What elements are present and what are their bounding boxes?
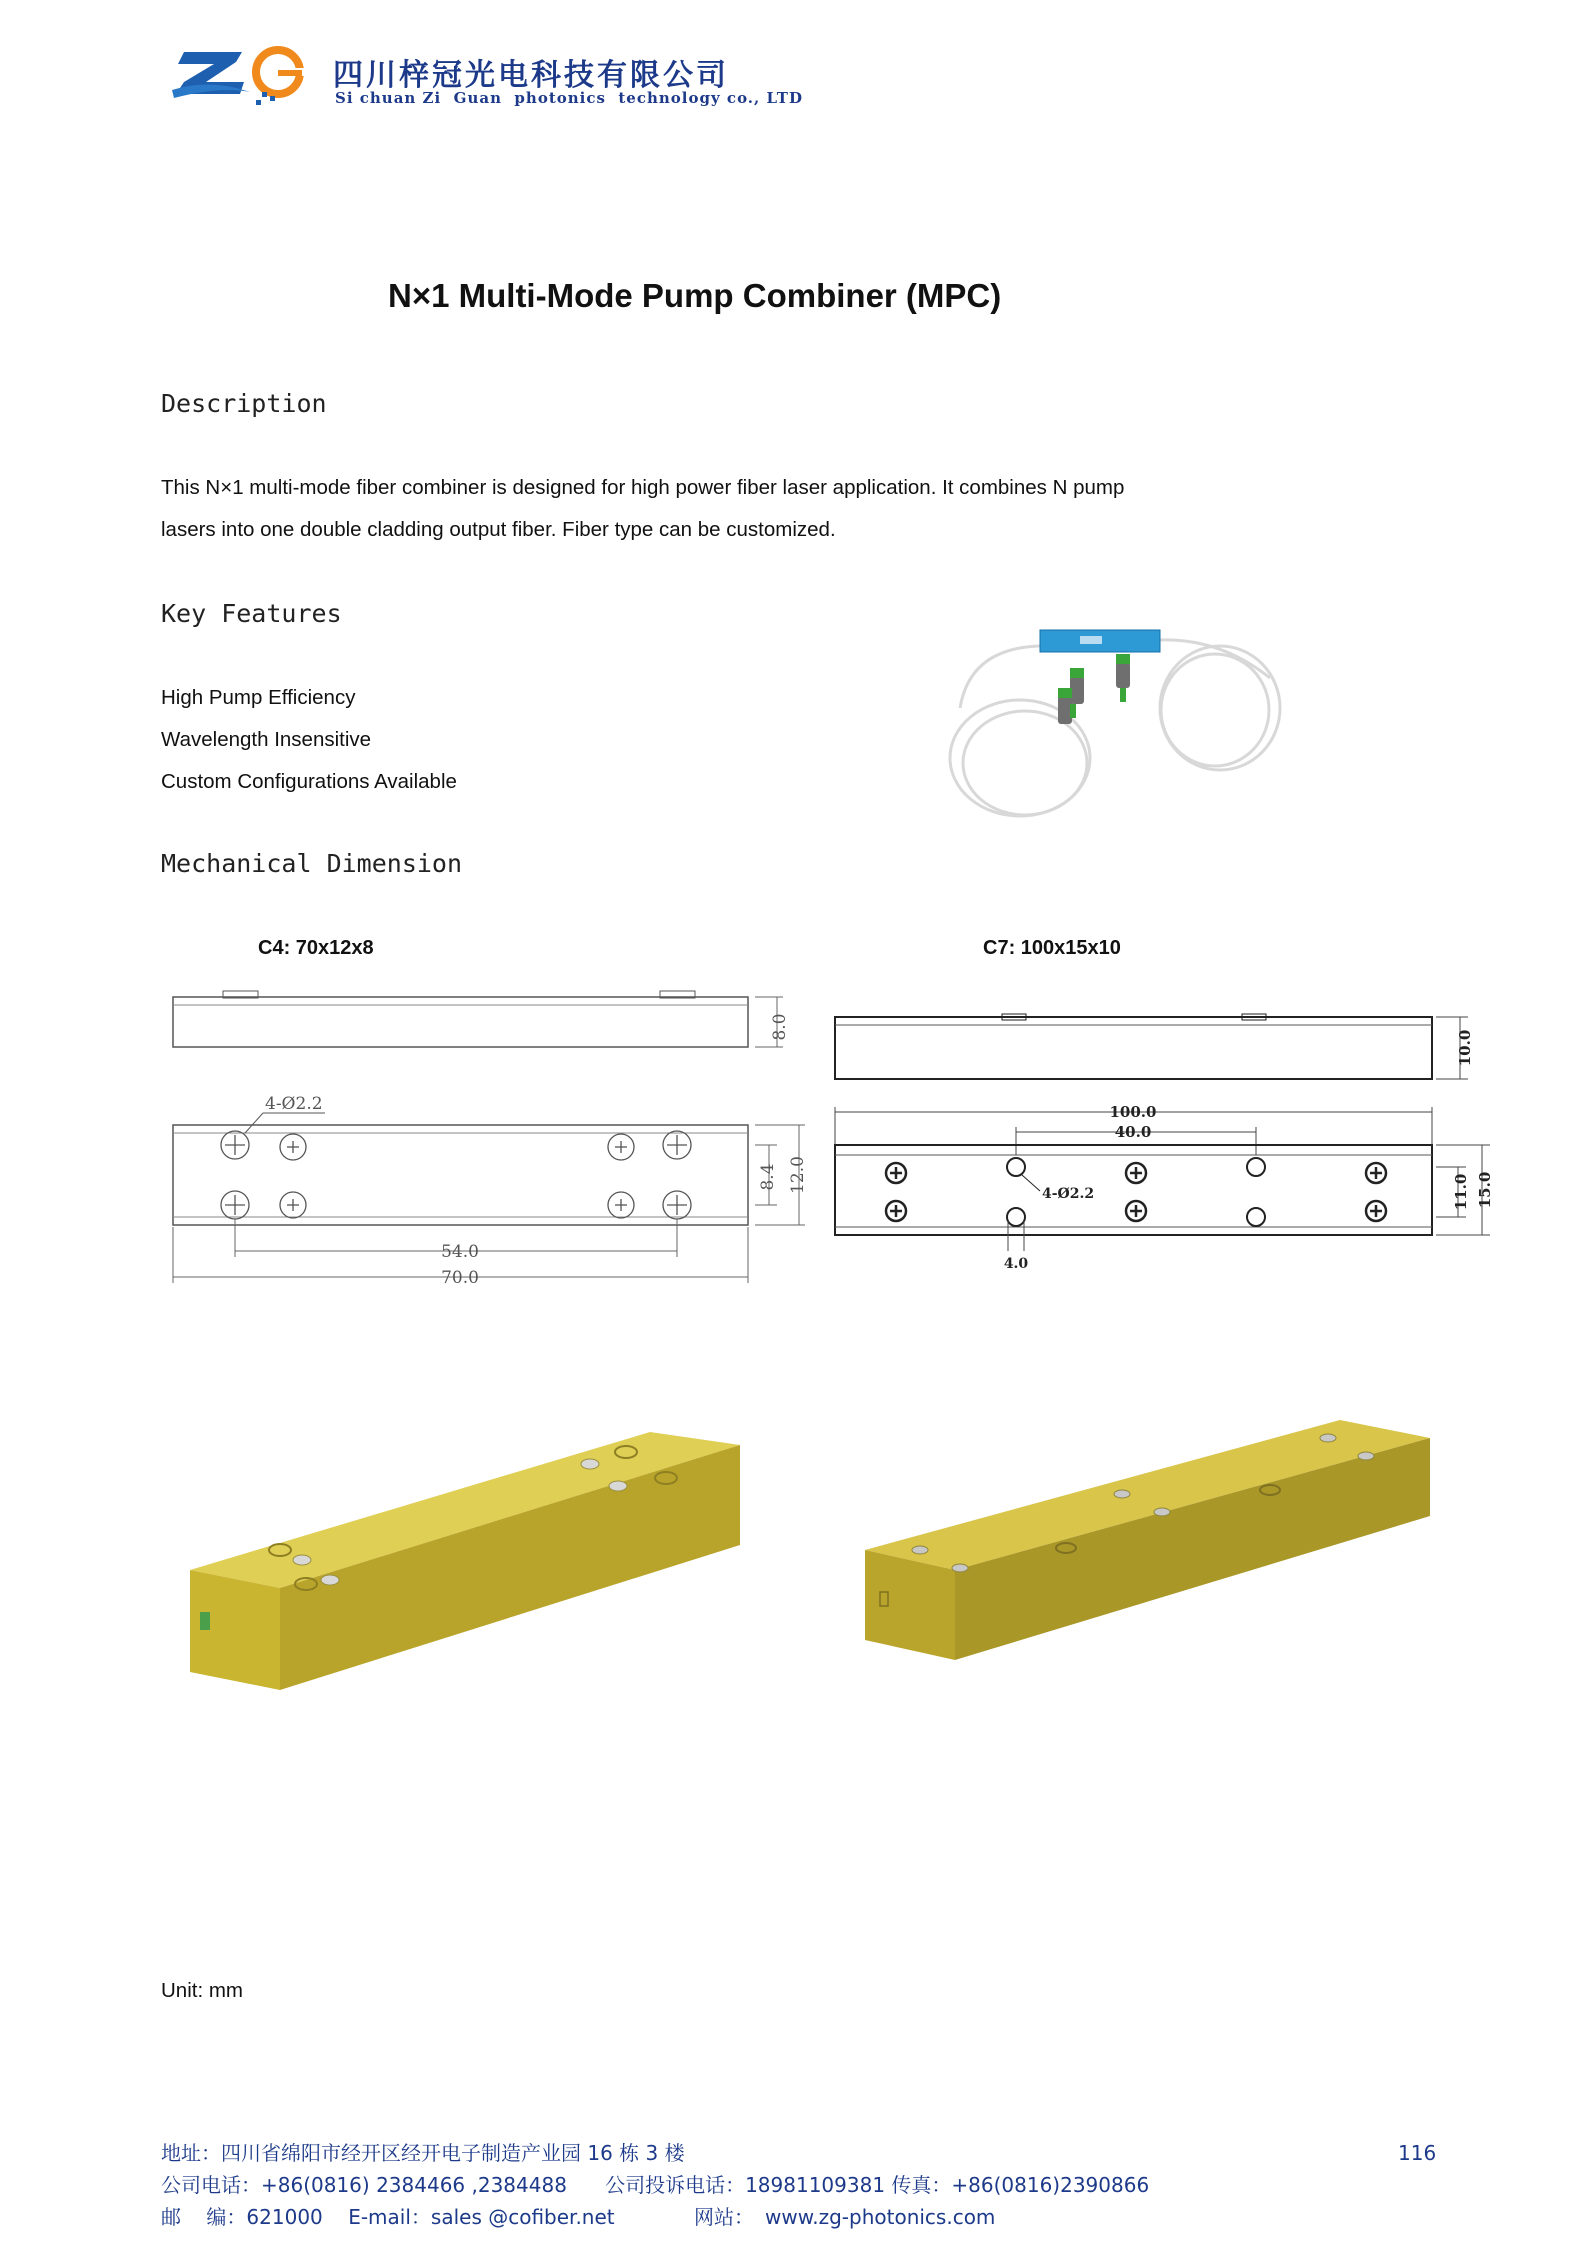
product-photo (930, 618, 1300, 828)
c4-width-label: 12.0 (788, 1156, 808, 1194)
unit-note: Unit: mm (161, 1979, 243, 2002)
feature-item: Custom Configurations Available (161, 770, 457, 793)
c4-height-label: 8.0 (770, 1013, 790, 1041)
footer-website-link[interactable]: www.zg-photonics.com (765, 2205, 996, 2229)
page-title: N×1 Multi-Mode Pump Combiner (MPC) (388, 277, 1002, 314)
description-line-1: This N×1 multi-mode fiber combiner is designed for high power fiber laser application. It combines N pump (161, 476, 1125, 499)
c4-spacing-label: 54.0 (441, 1242, 479, 1262)
c4-caption: C4: 70x12x8 (258, 937, 374, 959)
feature-item: Wavelength Insensitive (161, 728, 372, 751)
c7-drawing (830, 1005, 1500, 1295)
company-name-en: Si chuan Zi Guan photonics technology co., LTD (335, 89, 803, 107)
mechanical-heading: Mechanical Dimension (161, 849, 463, 878)
c7-offset-label: 4.0 (1003, 1256, 1029, 1272)
zg-logo-icon (170, 42, 320, 114)
footer-postcode-email: 邮 编：621000 E-mail：sales @cofiber.net (161, 2205, 615, 2229)
c7-length-label: 100.0 (1109, 1103, 1157, 1121)
c4-holes-label: 4-Ø2.2 (265, 1094, 323, 1114)
c7-caption: C7: 100x15x10 (983, 937, 1121, 959)
company-name-cn: 四川梓冠光电科技有限公司 (333, 58, 729, 93)
footer-website-label: 网站： (694, 2205, 754, 2229)
footer-phone: 公司电话：+86(0816) 2384466 ,2384488 公司投诉电话：18981109381 传真：+86(0816)2390866 (161, 2173, 1150, 2197)
feature-item: High Pump Efficiency (161, 686, 356, 709)
c4-inner-label: 8.4 (758, 1163, 778, 1191)
c7-height-label: 10.0 (1456, 1029, 1474, 1067)
c7-spacing-label: 40.0 (1114, 1123, 1152, 1141)
c7-width-label: 15.0 (1476, 1171, 1494, 1209)
c7-inner-label: 11.0 (1452, 1173, 1470, 1211)
c4-3d-render (180, 1420, 740, 1700)
page-number: 116 (1398, 2141, 1437, 2165)
c7-holes-label: 4-Ø2.2 (1042, 1186, 1095, 1202)
company-logo (170, 42, 320, 114)
description-heading: Description (161, 389, 327, 418)
c7-3d-render (860, 1420, 1430, 1670)
footer-address: 地址：四川省绵阳市经开区经开电子制造产业园 16 栋 3 楼 (161, 2141, 685, 2165)
c4-drawing (165, 985, 815, 1295)
c4-length-label: 70.0 (441, 1268, 479, 1288)
key-features-heading: Key Features (161, 599, 342, 628)
description-line-2: lasers into one double cladding output fiber. Fiber type can be customized. (161, 518, 836, 541)
